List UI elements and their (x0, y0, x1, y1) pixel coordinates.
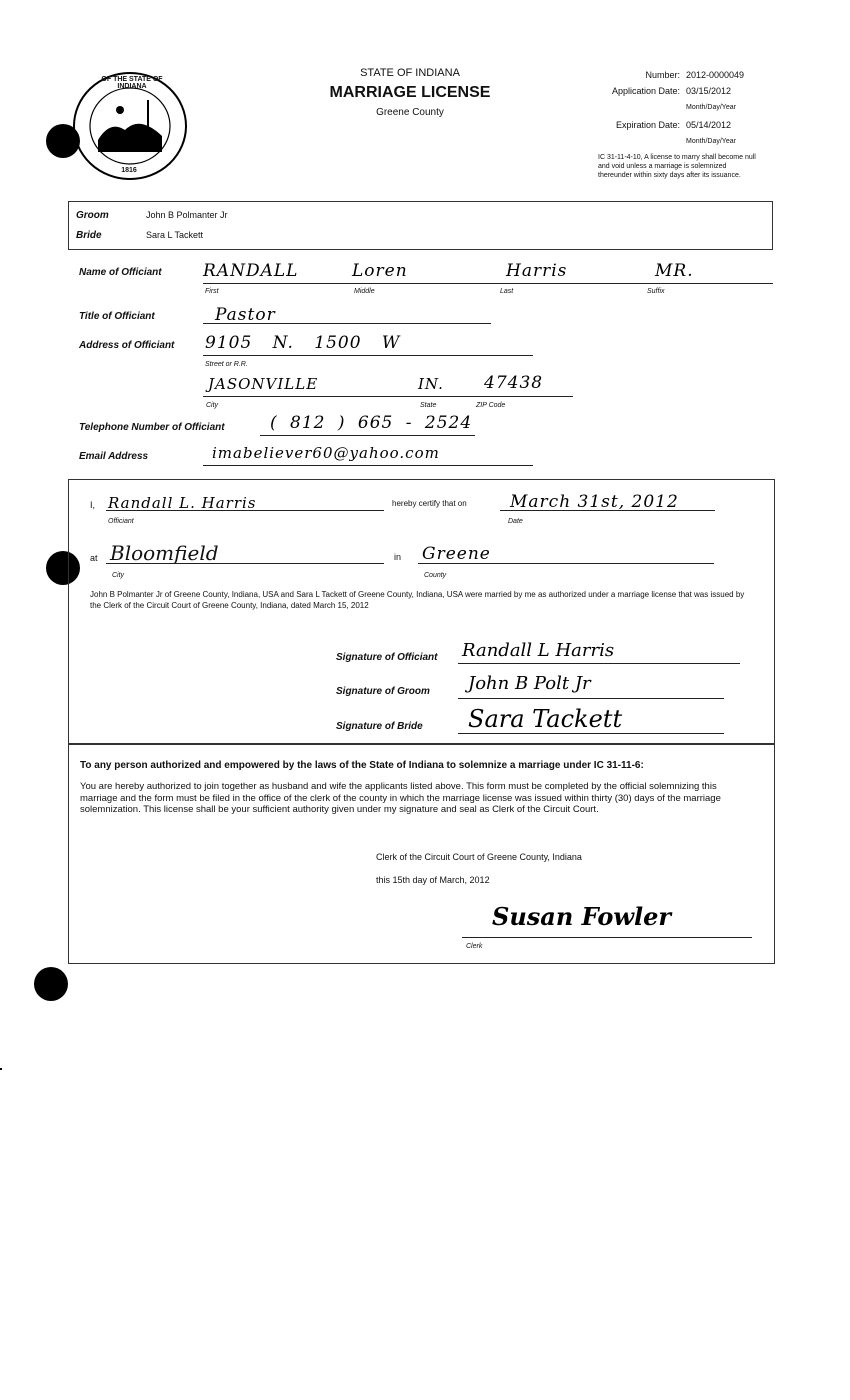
phone-label: Telephone Number of Officiant (79, 422, 225, 433)
certification-box (68, 479, 775, 745)
clerk-sig-line (462, 937, 752, 938)
page-bottom-rule (0, 1068, 2, 1070)
sig-officiant-line (458, 663, 740, 664)
groom-name: John B Polmanter Jr (146, 210, 228, 220)
officiant-title-label: Title of Officiant (79, 311, 155, 322)
state-seal (70, 70, 190, 182)
last-caption: Last (500, 288, 514, 295)
officiant-middle: Loren (352, 261, 408, 281)
seal-text: OF THE STATE OF INDIANA (101, 76, 163, 90)
exp-date: 05/14/2012 (686, 120, 732, 130)
bride-label: Bride (76, 230, 102, 241)
cert-date-line (500, 510, 715, 511)
cert-officiant-name: Randall L. Harris (108, 494, 257, 512)
officiant-city: JASONVILLE (208, 375, 319, 393)
officiant-street: 9105 N. 1500 W (205, 333, 401, 353)
auth-body: You are hereby authorized to join together as husband and wife the applicants listed above. This form must be completed by the official solemnizing this marriage and the form must be filed in the office of the clerk of the county in which the marriage license was issued within thirty (30) days of the marriage solemnization. This license shall be your sufficient authority given under my signature and seal as Clerk of the Circuit Court. (80, 781, 721, 815)
officiant-name-line (203, 283, 773, 284)
app-date-format: Month/Day/Year (686, 104, 736, 111)
officiant-state: IN. (418, 375, 444, 393)
state-caption: State (420, 402, 437, 409)
officiant-address-label: Address of Officiant (79, 340, 175, 351)
app-date-label: Application Date: (611, 86, 680, 96)
cert-officiant-line (106, 510, 384, 511)
bride-name: Sara L Tackett (146, 230, 204, 240)
statute-note: IC 31-11-4-10, A license to marry shall become null and void unless a marriage is solemnized thereunder within sixty days after its issuance. (598, 154, 756, 179)
issued-line: this 15th day of March, 2012 (376, 875, 490, 885)
zip-caption: ZIP Code (476, 402, 506, 409)
sig-officiant-label: Signature of Officiant (336, 652, 438, 663)
cert-county-line (418, 563, 714, 564)
auth-heading: To any person authorized and empowered by the laws of the State of Indiana to solemnize a marriage under IC 31-11-6: (80, 760, 644, 771)
officiant-last: Harris (506, 261, 568, 281)
cert-date: March 31st, 2012 (510, 492, 679, 512)
cert-county: Greene (422, 544, 491, 564)
number-label: Number: (645, 70, 680, 80)
sig-bride-label: Signature of Bride (336, 721, 423, 732)
officiant-title: Pastor (215, 305, 276, 325)
sig-groom-line (458, 698, 724, 699)
app-date: 03/15/2012 (686, 86, 732, 96)
email-label: Email Address (79, 451, 149, 462)
cert-statement: John B Polmanter Jr of Greene County, Indiana, USA and Sara L Tackett of Greene County, Indiana, USA were married by me as authorized under a marriage license that was issued by the Clerk of the Circuit Court of Greene County, Indiana, dated March 15, 2012 (90, 590, 745, 610)
cert-county-caption: County (424, 572, 447, 579)
phone-line (260, 435, 475, 436)
i-label: I, (90, 500, 96, 510)
clerk-signature: Susan Fowler (492, 902, 672, 931)
cert-city: Bloomfield (110, 541, 219, 565)
officiant-suffix: MR. (655, 261, 694, 281)
sig-officiant: Randall L Harris (462, 640, 615, 661)
middle-caption: Middle (354, 288, 375, 295)
officiant-email: imabeliever60@yahoo.com (212, 444, 440, 462)
first-caption: First (205, 288, 219, 295)
officiant-title-line (203, 323, 491, 324)
city-line (203, 396, 573, 397)
exp-date-label: Expiration Date: (615, 120, 680, 130)
groom-label: Groom (76, 210, 109, 221)
sig-groom-label: Signature of Groom (336, 686, 430, 697)
officiant-name-label: Name of Officiant (79, 267, 162, 278)
punch-hole-bottom (34, 967, 68, 1001)
officiant-zip: 47438 (484, 373, 544, 393)
page-title: MARRIAGE LICENSE (329, 84, 491, 101)
cert-city-line (106, 563, 384, 564)
clerk-caption: Clerk (466, 943, 483, 950)
clerk-line: Clerk of the Circuit Court of Greene County, Indiana (376, 852, 582, 862)
sig-bride-line (458, 733, 724, 734)
officiant-phone: ( 812 ) 665 - 2524 (270, 413, 473, 433)
exp-date-format: Month/Day/Year (686, 138, 736, 145)
in-label: in (394, 552, 402, 562)
suffix-caption: Suffix (647, 288, 665, 295)
license-number: 2012-0000049 (686, 70, 745, 80)
cert-city-caption: City (112, 572, 125, 579)
seal-year: 1816 (121, 167, 137, 174)
certify-text: hereby certify that on (392, 499, 467, 508)
county-heading: Greene County (376, 107, 444, 118)
sig-bride: Sara Tackett (468, 705, 623, 733)
parties-box (68, 201, 773, 250)
officiant-first: RANDALL (203, 261, 299, 281)
street-caption: Street or R.R. (205, 361, 248, 368)
city-caption: City (206, 402, 219, 409)
sig-groom: John B Polt Jr (468, 673, 591, 694)
email-line (203, 465, 533, 466)
state-heading: STATE OF INDIANA (360, 67, 460, 79)
cert-officiant-caption: Officiant (108, 518, 134, 525)
at-label: at (90, 553, 98, 563)
street-line (203, 355, 533, 356)
cert-date-caption: Date (508, 518, 523, 525)
